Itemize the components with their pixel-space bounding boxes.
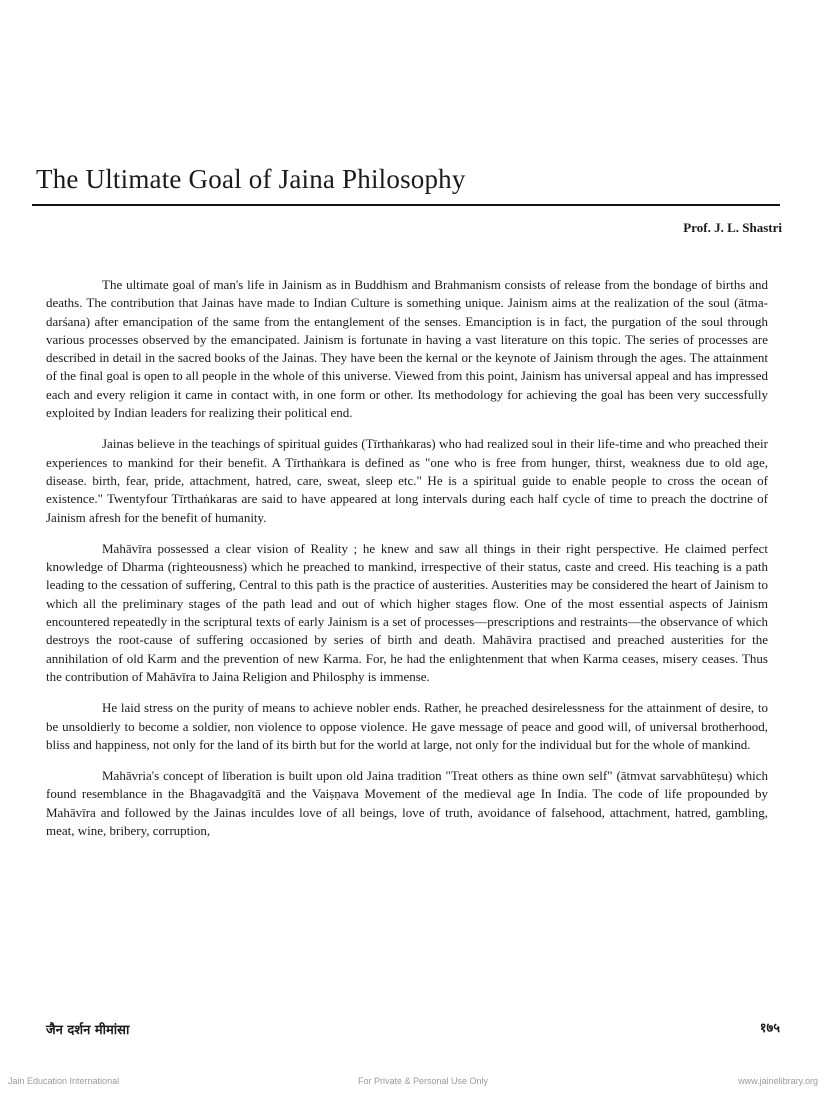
footer-journal-name: जैन दर्शन मीमांसा (46, 1023, 130, 1038)
footer-left-text: Jain Education International (8, 1076, 120, 1086)
article-body (46, 276, 768, 853)
paragraph: The ultimate goal of man's life in Jainism as in Buddhism and Brahmanism consists of release from the bondage of births and deaths. The contribution that Jainas have made to Indian Culture is something unique. Jainism aims at the realization of the soul (ātma-darśana) after emancipation of the same from the entanglement of the senses. Emanciption is in fact, the purgation of the soul through various processes observed by the emancipated. Jainism is fortunate in having a vast literature on this topic. The series of processes are described in detail in the sacred books of the Jainas. They have been the kernal or the keynote of Jainism through the ages. The attainment of the final goal is open to all people in the whole of this universe. Viewed from this point, Jainism has universal appeal and has impressed each and every religion it came in contact with, in one form or other. Its methodology for achieving the goal has been very successfully exploited by Indian leaders for realizing their political end. (46, 277, 768, 421)
author-name: Prof. J. L. Shastri (683, 220, 782, 235)
paragraph: Mahāvīra possessed a clear vision of Reality ; he knew and saw all things in their right perspective. He claimed perfect knowledge of Dharma (righteousness) which he preached to mankind, irrespective of their status, caste and creed. His teaching is a path leading to the cessation of suffering, Central to this path is the practice of austerities. Austerities may be considered the heart of Jainism to which all the preliminary stages of the path lead and out of which higher stages flow. One of the most essential aspects of Jainism encountered repeatedly in the scriptural texts of early Jainism is a set of processes—prescriptions and restraints—the observance of which destroys the root-cause of suffering occasioned by series of birth and death. Mahāvira practised and preached austerities for the annihilation of old Karm and the prevention of new Karma. For, he had the enlightenment that when Karma ceases, misery ceases. Thus the contribution of Mahāvīra to Jaina Religion and Philosphy is immense. (46, 540, 768, 684)
footer-link[interactable]: www.jainelibrary.org (738, 1076, 818, 1086)
paragraph: Mahāvria's concept of līberation is built upon old Jaina tradition "Treat others as thine own self" (ātmvat sarvabhūteṣu) which found resemblance in the Bhagavadgītā and the Vaiṣṇava Movement of the medieval age In India. The code of life propounded by Mahāvīra and followed by the Jainas inculdes love of all beings, love of truth, avoidance of falsehood, attachment, hatred, gambling, meat, wine, bribery, corruption, (46, 768, 768, 839)
page-number: १७५ (759, 1021, 780, 1036)
source-footer (0, 1076, 828, 1092)
paragraph: Jainas believe in the teachings of spiritual guides (Tīrthaṅkaras) who had realized soul in their life-time and who preached their experiences to mankind for their benefit. A Tīrthaṅkara is defined as "one who is free from hunger, thirst, weakness due to old age, disease. birth, fear, pride, attachment, hatred, care, sweat, sleep etc." He is a spiritual guide to enable people to cross the ocean of existence." Twentyfour Tīrthaṅkaras are said to have appeared at long intervals during each half cycle of time to preach the doctrine of Jainism afresh for the benefit of humanity. (46, 436, 768, 525)
paragraph: He laid stress on the purity of means to achieve nobler ends. Rather, he preached desirelessness for the attainment of desire, to be unsoldierly to become a soldier, non violence to oppose violence. He gave message of peace and good will, of universal brotherhood, bliss and happiness, not only for the land of its birth but for the world at large, not only for the individual but for the whole of mankind. (46, 700, 768, 752)
title-divider (32, 204, 780, 206)
footer-center-text: For Private & Personal Use Only (358, 1076, 489, 1086)
page-title: The Ultimate Goal of Jaina Philosophy (36, 164, 466, 194)
